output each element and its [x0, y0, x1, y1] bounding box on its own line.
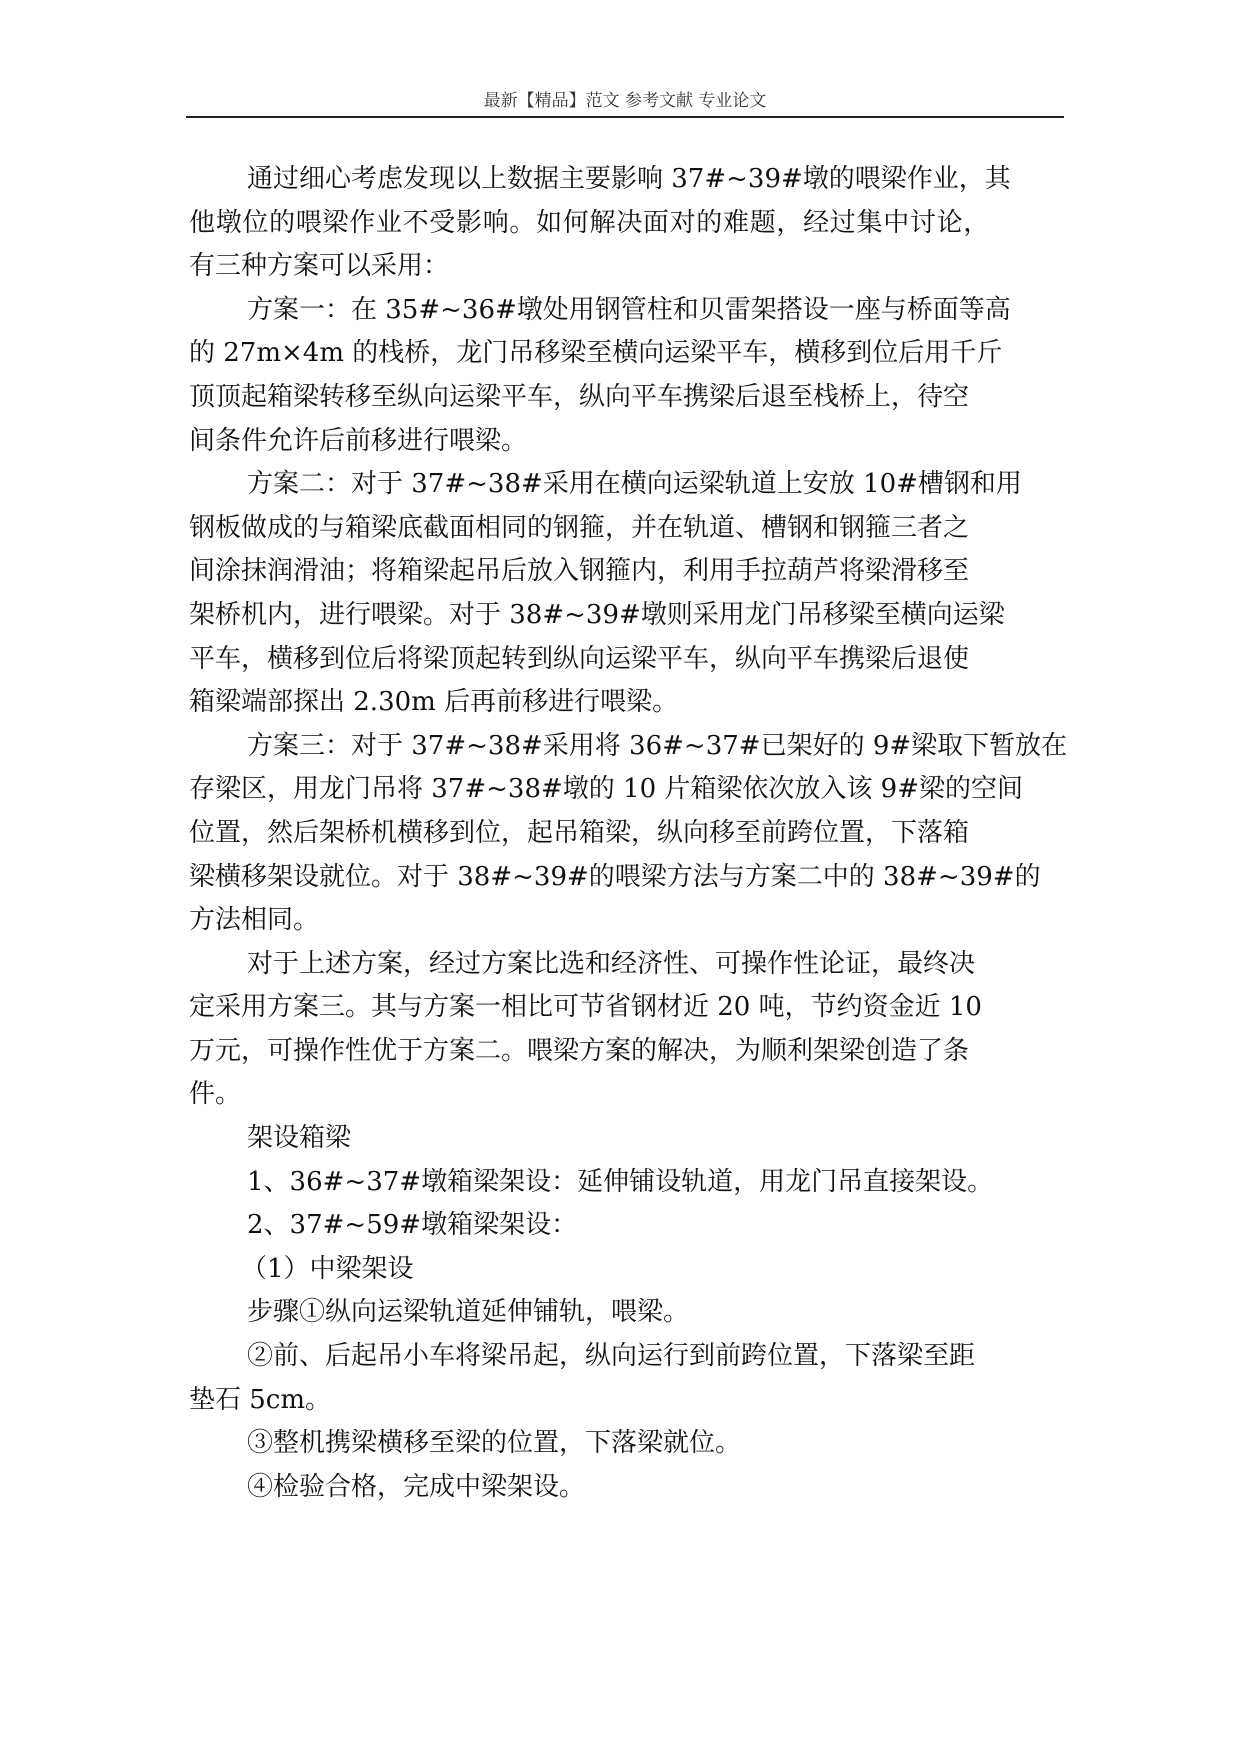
text-line: 件。: [189, 1079, 242, 1110]
text-line: 的 27m×4m 的栈桥，龙门吊移梁至横向运梁平车，横移到位后用千斤: [189, 338, 1003, 369]
text-line: 通过细心考虑发现以上数据主要影响 37#~39#墩的喂梁作业，其: [247, 164, 1011, 194]
text-line: 方法相同。: [189, 905, 320, 936]
page-header: 最新【精品】范文 参考文献 专业论文: [483, 91, 767, 111]
section-heading: 架设箱梁: [247, 1123, 352, 1154]
text-line: ②前、后起吊小车将梁吊起，纵向运行到前跨位置，下落梁至距: [247, 1341, 976, 1372]
text-line: ③整机携梁横移至梁的位置，下落梁就位。: [247, 1428, 742, 1459]
text-line: 2、37#~59#墩箱梁架设：: [247, 1210, 578, 1241]
text-line: 方案二：对于 37#~38#采用在横向运梁轨道上安放 10#槽钢和用: [247, 469, 1022, 500]
text-line: 定采用方案三。其与方案一相比可节省钢材近 20 吨，节约资金近 10: [189, 992, 982, 1023]
text-line: 方案一：在 35#~36#墩处用钢管柱和贝雷架搭设一座与桥面等高: [247, 294, 1011, 325]
text-line: 钢板做成的与箱梁底截面相同的钢箍，并在轨道、槽钢和钢箍三者之: [189, 512, 970, 543]
text-line: 有三种方案可以采用：: [189, 251, 450, 282]
text-line: 方案三：对于 37#~38#采用将 36#~37#已架好的 9#梁取下暂放在: [247, 730, 1068, 761]
subsection-heading: （1）中梁架设: [241, 1253, 414, 1284]
text-line: 存梁区，用龙门吊将 37#~38#墩的 10 片箱梁依次放入该 9#梁的空间: [189, 774, 1023, 805]
text-line: 平车，横移到位后将梁顶起转到纵向运梁平车，纵向平车携梁后退使: [189, 643, 970, 674]
text-line: 间涂抹润滑油；将箱梁起吊后放入钢箍内，利用手拉葫芦将梁滑移至: [189, 556, 970, 587]
text-line: 位置，然后架桥机横移到位，起吊箱梁，纵向移至前跨位置，下落箱: [189, 817, 970, 848]
text-line: ④检验合格，完成中梁架设。: [247, 1471, 586, 1502]
text-line: 对于上述方案，经过方案比选和经济性、可操作性论证，最终决: [247, 948, 976, 979]
text-line: 步骤①纵向运梁轨道延伸铺轨，喂梁。: [247, 1297, 690, 1328]
text-line: 顶顶起箱梁转移至纵向运梁平车，纵向平车携梁后退至栈桥上，待空: [189, 381, 970, 412]
text-line: 1、36#~37#墩箱梁架设：延伸铺设轨道，用龙门吊直接架设。: [247, 1166, 994, 1197]
text-line: 架桥机内，进行喂梁。对于 38#~39#墩则采用龙门吊移梁至横向运梁: [189, 599, 1005, 630]
text-line: 梁横移架设就位。对于 38#~39#的喂梁方法与方案二中的 38#~39#的: [189, 861, 1041, 892]
text-line: 他墩位的喂梁作业不受影响。如何解决面对的难题，经过集中讨论，: [189, 207, 991, 238]
text-line: 箱梁端部探出 2.30m 后再前移进行喂梁。: [189, 687, 679, 718]
header-divider: [186, 116, 1064, 118]
text-line: 垫石 5cm。: [189, 1384, 332, 1415]
document-body: [189, 158, 1068, 1509]
text-line: 间条件允许后前移进行喂梁。: [189, 425, 528, 456]
text-line: 万元，可操作性优于方案二。喂梁方案的解决，为顺利架梁创造了条: [189, 1035, 970, 1066]
